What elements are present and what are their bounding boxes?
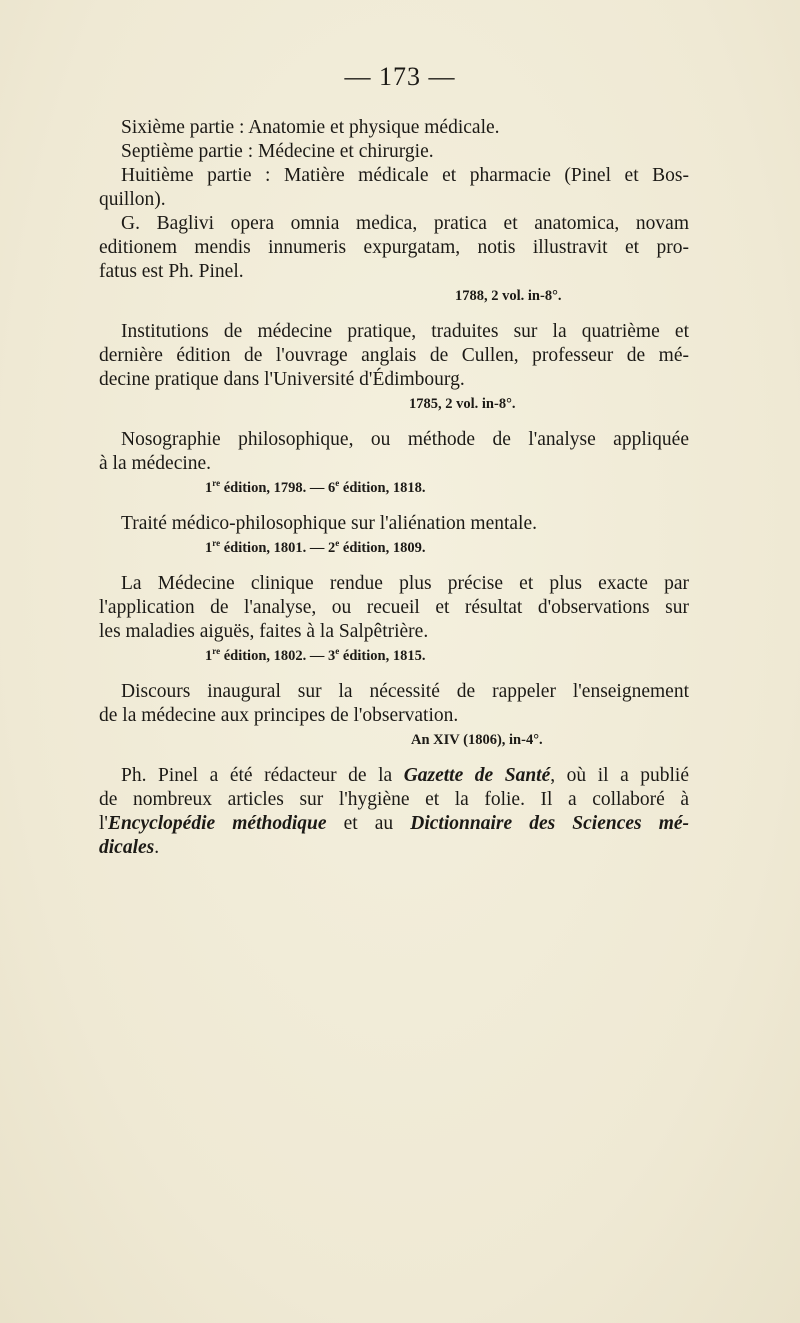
part-6-text: Sixième partie : Anatomie et physique médicale. xyxy=(121,117,500,138)
institutions-imprint: 1785, 2 vol. in-8°. xyxy=(409,396,516,412)
discours-line-2: de la médecine aux principes de l'observation. xyxy=(99,705,459,726)
baglivi-line-3: fatus est Ph. Pinel. xyxy=(99,261,244,282)
closing-line-3: l'Encyclopédie méthodique et au Dictionnaire des Sciences mé- xyxy=(99,813,690,834)
traite-entry xyxy=(121,512,689,536)
clinique-line-3: les maladies aiguës, faites à la Salpêtrière. xyxy=(99,621,429,642)
discours-entry xyxy=(99,680,689,728)
clinique-line-1: La Médecine clinique rendue plus précise et plus exacte par xyxy=(121,573,689,594)
page-number: — 173 — xyxy=(344,62,456,91)
dictionnaire-title-part-2: dicales xyxy=(99,837,155,858)
part-6-entry xyxy=(121,116,689,140)
nosographie-line-1: Nosographie philosophique, ou méthode de l'analyse appliquée xyxy=(121,429,689,450)
gazette-title: Gazette de Santé xyxy=(403,765,551,786)
nosographie-imprint: 1re édition, 1798. — 6e édition, 1818. xyxy=(205,478,426,496)
closing-line-4: dicales. xyxy=(99,837,160,858)
part-7-entry xyxy=(121,140,689,164)
clinique-imprint: 1re édition, 1802. — 3e édition, 1815. xyxy=(205,646,426,664)
baglivi-line-2: editionem mendis innumeris expurgatam, notis illustravit et pro- xyxy=(99,237,689,258)
traite-line-1: Traité médico-philosophique sur l'aliénation mentale. xyxy=(121,513,537,534)
baglivi-imprint: 1788, 2 vol. in-8°. xyxy=(455,288,562,304)
discours-line-1: Discours inaugural sur la nécessité de rappeler l'enseignement xyxy=(121,681,689,702)
clinique-line-2: l'application de l'analyse, ou recueil et résultat d'observations sur xyxy=(99,597,689,618)
nosographie-entry xyxy=(99,428,689,476)
encyclopedie-title: Encyclopédie méthodique xyxy=(107,813,327,834)
part-8-line-1: Huitième partie : Matière médicale et pharmacie (Pinel et Bos- xyxy=(121,165,689,186)
discours-imprint: An XIV (1806), in-4°. xyxy=(411,732,543,748)
clinique-entry xyxy=(99,572,689,644)
institutions-line-2: dernière édition de l'ouvrage anglais de Cullen, professeur de mé- xyxy=(99,345,689,366)
traite-imprint: 1re édition, 1801. — 2e édition, 1809. xyxy=(205,538,426,556)
closing-line-1: Ph. Pinel a été rédacteur de la Gazette de Santé, où il a publié xyxy=(121,765,689,786)
baglivi-entry xyxy=(99,212,689,284)
part-8-entry xyxy=(99,164,689,212)
closing-paragraph xyxy=(99,764,689,860)
page-body xyxy=(99,116,690,860)
nosographie-line-2: à la médecine. xyxy=(99,453,212,474)
dictionnaire-title-part-1: Dictionnaire des Sciences mé- xyxy=(410,813,690,834)
institutions-entry xyxy=(99,320,689,392)
institutions-line-3: decine pratique dans l'Université d'Édimbourg. xyxy=(99,369,465,390)
baglivi-line-1: G. Baglivi opera omnia medica, pratica et anatomica, novam xyxy=(121,213,689,234)
institutions-line-1: Institutions de médecine pratique, traduites sur la quatrième et xyxy=(121,321,689,342)
closing-line-2: de nombreux articles sur l'hygiène et la folie. Il a collaboré à xyxy=(99,789,689,810)
part-8-line-2: quillon). xyxy=(99,189,166,210)
part-7-text: Septième partie : Médecine et chirurgie. xyxy=(121,141,434,162)
